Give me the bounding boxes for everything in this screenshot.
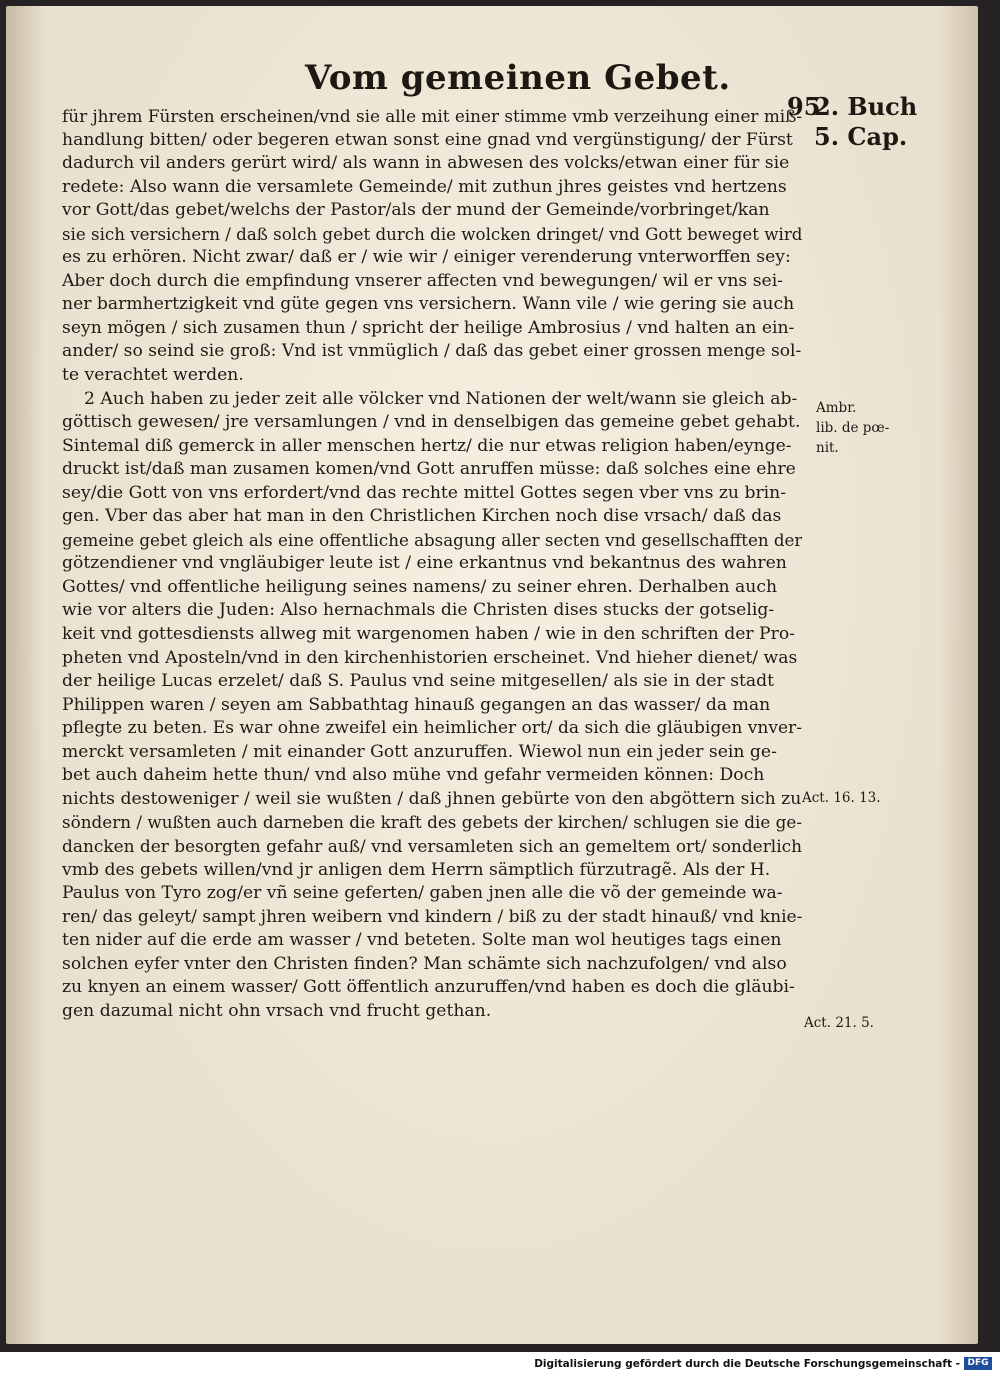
text-line: vmb des gebets willen/vnd jr anligen dem Herrn sämptlich fürzutragẽ. Als der H. xyxy=(62,859,771,880)
text-line: pflegte zu beten. Es war ohne zweifel ein heimlicher ort/ da sich die gläubigen vnver- xyxy=(62,718,802,739)
text-line: vor Gott/das gebet/welchs der Pastor/als der mund der Gemeinde/vorbringet/kan xyxy=(62,200,770,221)
text-line: der heilige Lucas erzelet/ daß S. Paulus vnd seine mitgesellen/ als sie in der stadt xyxy=(62,671,775,692)
text-line: gen dazumal nicht ohn vrsach vnd frucht gethan. xyxy=(62,1000,492,1021)
text-line: Philippen waren / seyen am Sabbathtag hinauß gegangen an das wasser/ da man xyxy=(62,694,771,715)
text-line: göttisch gewesen/ jre versamlungen / vnd in denselbigen das gemeine gebet gehabt. xyxy=(62,412,801,433)
text-line: nichts destoweniger / weil sie wußten / daß jhnen gebürte von den abgöttern sich zu xyxy=(62,788,802,809)
margin-note-line: Ambr. xyxy=(816,400,857,416)
book-chapter-reference xyxy=(814,92,917,152)
text-line: dancken der besorgten gefahr auß/ vnd versamleten sich an gemeltem ort/ sonderlich xyxy=(62,835,802,856)
text-line: ander/ so seind sie groß: Vnd ist vnmüglich / daß das gebet einer grossen menge sol- xyxy=(62,341,802,362)
text-line: solchen eyfer vnter den Christen finden? Man schämte sich nachzufolgen/ vnd also xyxy=(62,953,787,974)
margin-note-ambrose xyxy=(816,398,889,458)
text-line: druckt ist/daß man zusamen komen/vnd Gott anruffen müsse: daß solches eine ehre xyxy=(62,459,796,480)
text-line: Sintemal diß gemerck in aller menschen hertz/ die nur etwas religion haben/eynge- xyxy=(62,435,792,456)
text-line: merckt versamleten / mit einander Gott anzuruffen. Wiewol nun ein jeder sein ge- xyxy=(62,741,777,762)
text-line: söndern / wußten auch darneben die kraft des gebets der kirchen/ schlugen sie die ge- xyxy=(62,812,802,833)
text-line: sie sich versichern / daß solch gebet durch die wolcken dringet/ vnd Gott beweget wird xyxy=(62,224,802,244)
margin-note-acts-21: Act. 21. 5. xyxy=(804,1015,874,1031)
margin-note-line: lib. de pœ- xyxy=(816,420,890,436)
text-line: pheten vnd Aposteln/vnd in den kirchenhistorien erscheinet. Vnd hieher dienet/ was xyxy=(62,647,798,668)
text-line: handlung bitten/ oder begeren etwan sonst eine gnad vnd vergünstigung/ der Fürst xyxy=(62,129,793,150)
text-line: Aber doch durch die empfindung vnserer affecten vnd bewegungen/ wil er vns sei- xyxy=(62,270,783,291)
running-title: Vom gemeinen Gebet. xyxy=(305,58,731,98)
text-line: te verachtet werden. xyxy=(62,365,244,386)
text-line: götzendiener vnd vngläubiger leute ist / eine erkantnus vnd bekantnus des wahren xyxy=(62,553,787,574)
page-number: 95 xyxy=(787,92,821,121)
text-line: ren/ das geleyt/ sampt jhren weibern vnd kindern / biß zu der stadt hinauß/ vnd knie- xyxy=(62,906,802,927)
text-line: ten nider auf die erde am wasser / vnd beteten. Solte man wol heutiges tags einen xyxy=(62,930,782,951)
book-reference: 2. Buch xyxy=(814,92,918,121)
text-line: sey/die Gott von vns erfordert/vnd das rechte mittel Gottes segen vber vns zu brin- xyxy=(62,482,787,503)
margin-note-line: nit. xyxy=(816,440,839,456)
text-line: gen. Vber das aber hat man in den Christlichen Kirchen noch dise vrsach/ daß das xyxy=(62,506,782,527)
text-line: ner barmhertzigkeit vnd güte gegen vns versichern. Wann vile / wie gering sie auch xyxy=(62,294,795,315)
funding-credit: Digitalisierung gefördert durch die Deutsche Forschungsgemeinschaft - xyxy=(534,1358,960,1370)
text-line: seyn mögen / sich zusamen thun / spricht der heilige Ambrosius / vnd halten an ein- xyxy=(62,317,795,338)
text-line: zu knyen an einem wasser/ Gott öffentlich anzuruffen/vnd haben es doch die gläubi- xyxy=(62,977,795,998)
dfg-logo: DFG xyxy=(964,1357,992,1370)
text-line: Paulus von Tyro zog/er vñ seine geferten/ gaben jnen alle die võ der gemeinde wa- xyxy=(62,883,783,904)
margin-note-acts-16: Act. 16. 13. xyxy=(802,790,881,806)
text-line: wie vor alters die Juden: Also hernachmals die Christen dises stucks der gotselig- xyxy=(62,600,775,621)
text-line: 2 Auch haben zu jeder zeit alle völcker vnd Nationen der welt/wann sie gleich ab- xyxy=(84,388,798,409)
text-line: es zu erhören. Nicht zwar/ daß er / wie wir / einiger verenderung vnterworffen sey: xyxy=(62,247,791,268)
chapter-reference: 5. Cap. xyxy=(814,122,908,151)
text-line: für jhrem Fürsten erscheinen/vnd sie alle mit einer stimme vmb verzeihung einer miß- xyxy=(62,106,802,126)
text-line: Gottes/ vnd offentliche heiligung seines namens/ zu seiner ehren. Derhalben auch xyxy=(62,576,778,597)
text-line: bet auch daheim hette thun/ vnd also mühe vnd gefahr vermeiden können: Doch xyxy=(62,765,765,786)
text-line: gemeine gebet gleich als eine offentliche absagung aller secten vnd gesellschafften der xyxy=(62,530,802,550)
text-line: redete: Also wann die versamlete Gemeinde/ mit zuthun jhres geistes vnd hertzens xyxy=(62,176,787,197)
text-line: dadurch vil anders gerürt wird/ als wann in abwesen des volcks/etwan einer für sie xyxy=(62,153,790,174)
text-line: keit vnd gottesdiensts allweg mit wargenomen haben / wie in den schriften der Pro- xyxy=(62,624,795,645)
body-text xyxy=(62,105,802,1023)
